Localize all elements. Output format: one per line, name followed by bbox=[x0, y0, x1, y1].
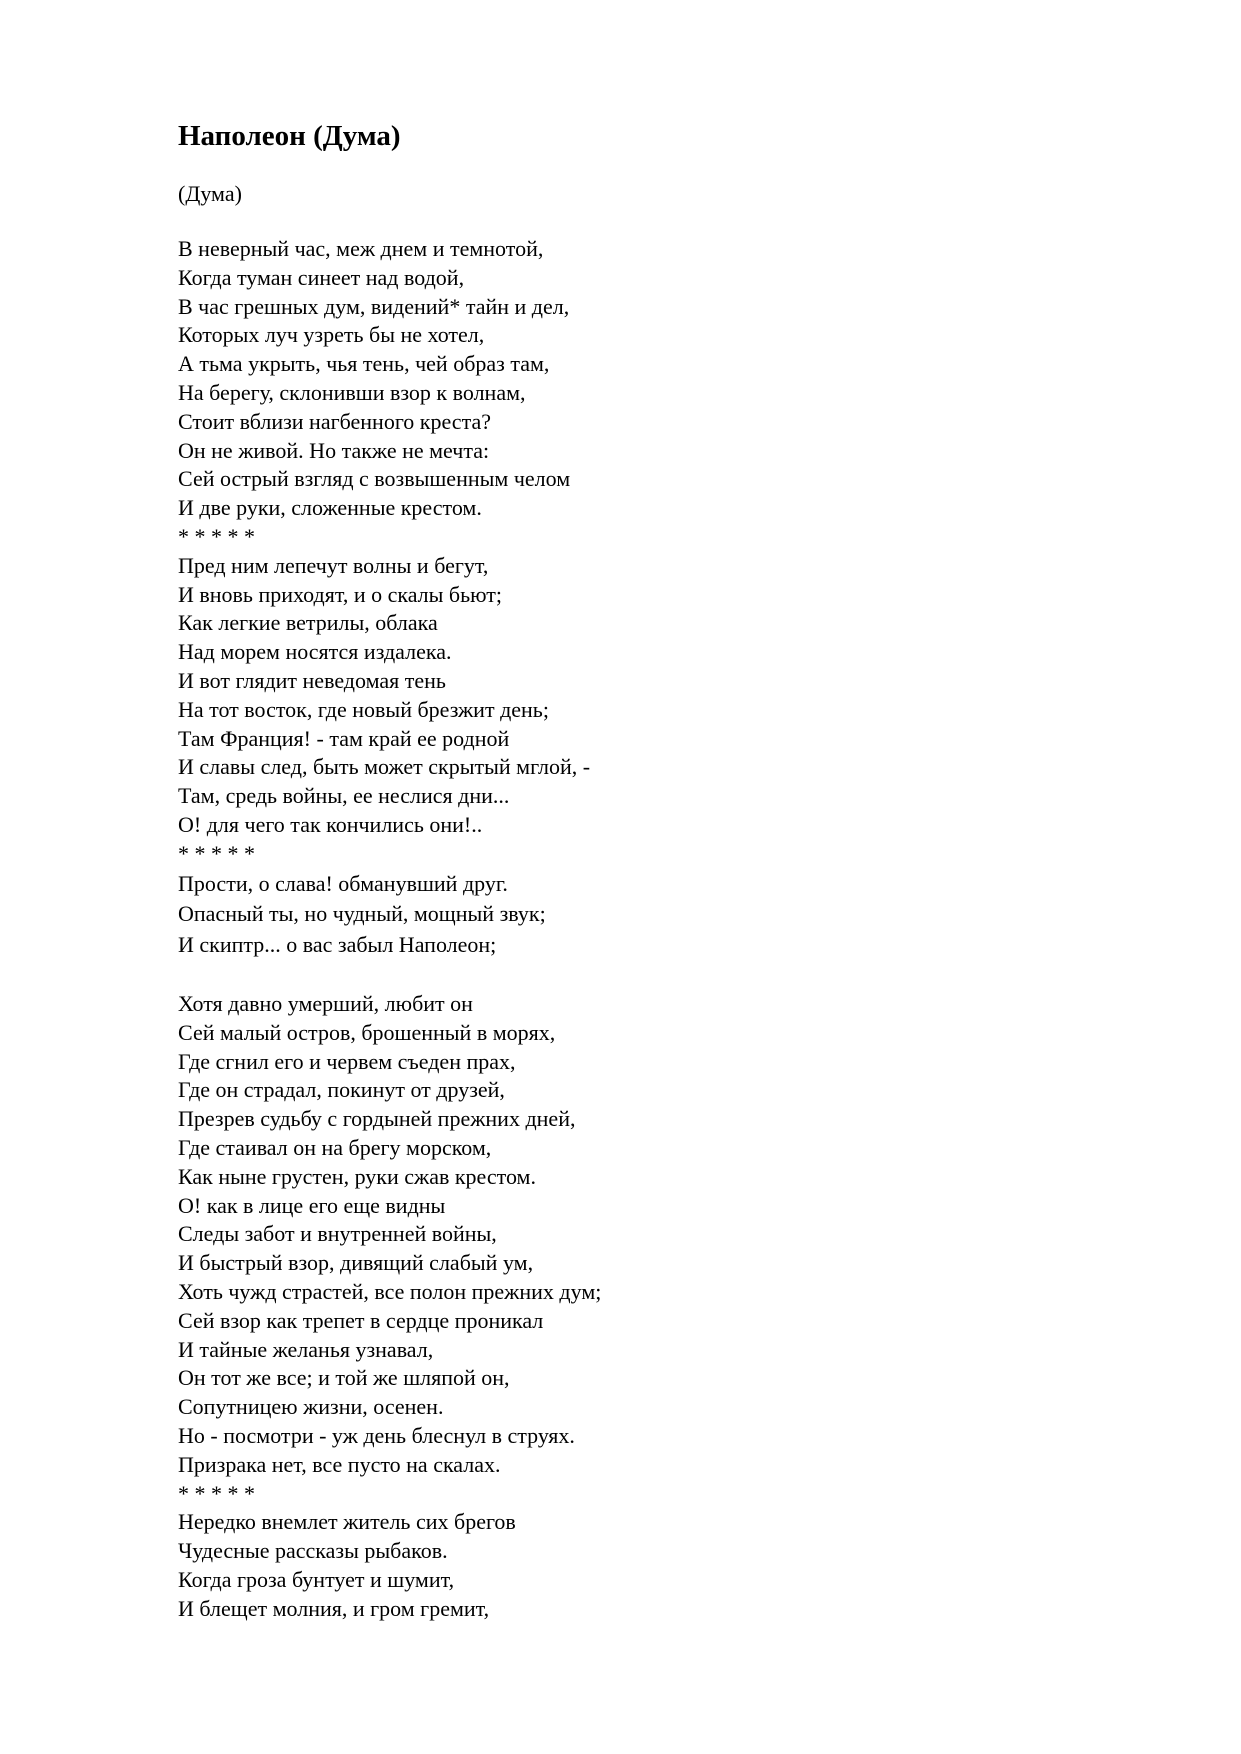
stanza-separator: * * * * * bbox=[178, 1480, 255, 1506]
poem-line: Когда туман синеет над водой, bbox=[178, 264, 465, 290]
poem-line: О! для чего так кончились они!.. bbox=[178, 811, 483, 837]
poem-line: И вот глядит неведомая тень bbox=[178, 667, 446, 693]
poem-line: Он тот же все; и той же шляпой он, bbox=[178, 1365, 510, 1391]
stanza-separator: * * * * * bbox=[178, 840, 255, 866]
poem-line: И вновь приходят, и о скалы бьют; bbox=[178, 581, 503, 607]
poem-line: Там, средь войны, ее неслися дни... bbox=[178, 783, 510, 809]
poem-line: Он не живой. Но также не мечта: bbox=[178, 437, 490, 463]
poem-line: Пред ним лепечут волны и бегут, bbox=[178, 552, 489, 578]
document-subtitle: (Дума) bbox=[178, 181, 242, 206]
poem-line: Над морем носятся издалека. bbox=[178, 639, 452, 665]
poem-line: И славы след, быть может скрытый мглой, - bbox=[178, 754, 591, 780]
stanza-separator: * * * * * bbox=[178, 523, 255, 549]
document-title: Наполеон (Дума) bbox=[178, 120, 401, 152]
poem-line: Как ныне грустен, руки сжав крестом. bbox=[178, 1163, 536, 1189]
poem-line: Где он страдал, покинут от друзей, bbox=[178, 1077, 505, 1103]
poem-line: Где стаивал он на брегу морском, bbox=[178, 1135, 492, 1161]
poem-line: Нередко внемлет житель сих брегов bbox=[178, 1509, 516, 1535]
poem-line: И быстрый взор, дивящий слабый ум, bbox=[178, 1250, 534, 1276]
poem-line: Но - посмотри - уж день блеснул в струях. bbox=[178, 1422, 575, 1448]
poem-line: Чудесные рассказы рыбаков. bbox=[178, 1538, 448, 1564]
poem-line: И скиптр... о вас забыл Наполеон; bbox=[178, 931, 497, 957]
poem-line: Сей малый остров, брошенный в морях, bbox=[178, 1019, 556, 1045]
poem-line: Там Франция! - там край ее родной bbox=[178, 725, 510, 751]
poem-line: И блещет молния, и гром гремит, bbox=[178, 1595, 490, 1621]
poem-line: Следы забот и внутренней войны, bbox=[178, 1221, 497, 1247]
poem-line: О! как в лице его еще видны bbox=[178, 1192, 446, 1218]
poem-line: В неверный час, меж днем и темнотой, bbox=[178, 236, 544, 261]
poem-line: На тот восток, где новый брезжит день; bbox=[178, 696, 549, 722]
poem-line: Сей острый взгляд с возвышенным челом bbox=[178, 466, 571, 492]
poem-line: Как легкие ветрилы, облака bbox=[178, 610, 438, 636]
poem-line: Хоть чужд страстей, все полон прежних дум; bbox=[178, 1279, 602, 1304]
poem-line: Презрев судьбу с гордыней прежних дней, bbox=[178, 1106, 576, 1132]
poem-line: А тьма укрыть, чья тень, чей образ там, bbox=[178, 351, 550, 377]
poem-line: И тайные желанья узнавал, bbox=[178, 1336, 434, 1362]
poem-body bbox=[178, 235, 1178, 1624]
poem-line: Призрака нет, все пусто на скалах. bbox=[178, 1451, 501, 1477]
document-page bbox=[178, 118, 1178, 1624]
poem-line: Хотя давно умерший, любит он bbox=[178, 991, 473, 1017]
poem-line: В час грешных дум, видений* тайн и дел, bbox=[178, 293, 570, 319]
poem-line: И две руки, сложенные крестом. bbox=[178, 495, 482, 521]
blank-line bbox=[178, 960, 1178, 990]
poem-line: Сопутницею жизни, осенен. bbox=[178, 1394, 444, 1420]
poem-line: Когда гроза бунтует и шумит, bbox=[178, 1566, 455, 1592]
poem-line: Где сгнил его и червем съеден прах, bbox=[178, 1048, 516, 1074]
poem-line: Опасный ты, но чудный, мощный звук; bbox=[178, 901, 546, 927]
poem-line: Прости, о слава! обманувший друг. bbox=[178, 870, 508, 896]
poem-line: На берегу, склонивши взор к волнам, bbox=[178, 379, 526, 405]
poem-line: Сей взор как трепет в сердце проникал bbox=[178, 1307, 544, 1333]
poem-line: Которых луч узреть бы не хотел, bbox=[178, 322, 485, 348]
poem-line: Стоит вблизи нагбенного креста? bbox=[178, 408, 491, 434]
